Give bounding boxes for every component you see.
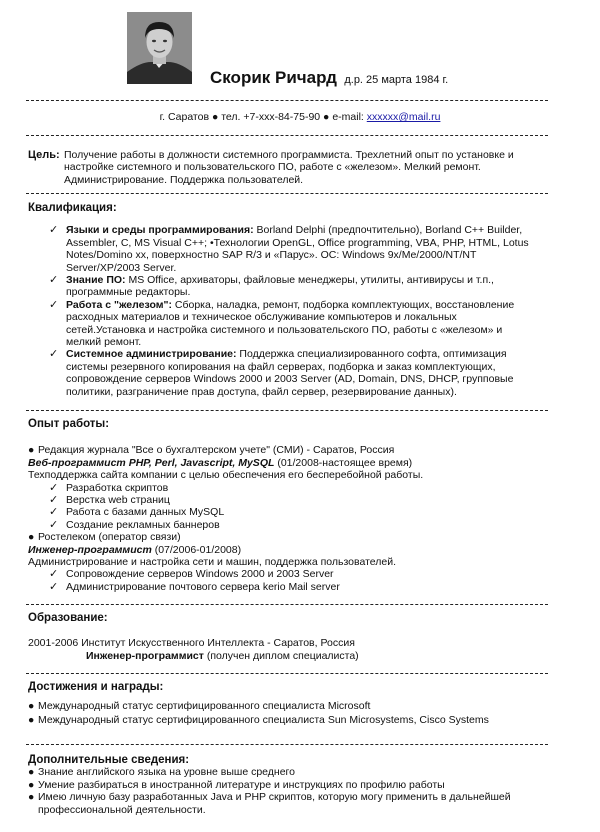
goal-section — [28, 149, 538, 186]
check-icon: ✓ — [49, 518, 59, 531]
job-company-row — [28, 444, 548, 456]
qualification-item — [49, 348, 538, 398]
qualification-item — [49, 274, 538, 299]
qualification-text: Сборка, наладка, ремонт, подборка комплектующих, восстановление расходных материалов и техническое обслуживание компьютеров и локальных сетей.Установка и настройка системного и пользовательского ПО, работы с «железом» и мелкий ремонт. — [66, 298, 515, 349]
goal-text: Получение работы в должности системного программиста. Трехлетний опыт по установке и настройке системного и пользовательского ПО, работе с «железом». Мелкий ремонт. Администрирование. Поддержка пользователей. — [64, 149, 514, 186]
check-icon: ✓ — [49, 298, 59, 311]
qualification-text: Поддержка специализированного софта, оптимизация системы резервного копирования на файл серверах, подборка и заказ комплектующих, сопровождение серверов Windows 2000 и 2003 Server (AD, Domain, DNS, DHCP, групповые политики, разграничение прав доступа, файл сервер, резервирование данных). — [66, 348, 514, 398]
job-task: ✓ Разработка скриптов — [49, 481, 169, 494]
email-link[interactable]: xxxxxx@mail.ru — [366, 111, 441, 123]
qualification-label: Языки и среды программирования: — [66, 224, 254, 237]
contacts-line — [0, 111, 600, 123]
job-position-row — [28, 544, 548, 556]
divider — [26, 604, 548, 605]
job-position-row — [28, 457, 548, 469]
job-company-row — [28, 531, 548, 543]
achievements-list — [28, 700, 548, 726]
check-icon: ✓ — [49, 568, 59, 581]
qualification-section — [28, 202, 538, 398]
qualification-text: MS Office, архиваторы, файловые менеджеры, утилиты, антивирусы и т.п., программные редакторы. — [66, 274, 494, 299]
separator-dot: ● — [323, 111, 330, 123]
job-task: ✓ Сопровождение серверов Windows 2000 и 2003 Server — [49, 568, 334, 581]
qualification-text: Borland Delphi (предпочтительно), Borland C++ Builder, Assembler, C, MS Visual C++; •Технологии OpenGL, Office programming, VBA, PHP, HTML, Lotus Notes/Domino xx, поверхностно SAP R/3 и «Парус». ОС: Windows 9x/Me/2000/NT/NT Server/XP/2003 Server. — [66, 224, 529, 274]
education-section — [28, 612, 548, 662]
job-position: Инженер-программист — [28, 543, 152, 556]
job-period: (01/2008-настоящее время) — [277, 456, 413, 469]
job-position: Веб-программист PHP, Perl, Javascript, MySQL — [28, 456, 275, 469]
education-line: 2001-2006 Институт Искусственного Интеллекта - Саратов, Россия — [28, 637, 355, 650]
divider — [26, 744, 548, 745]
bullet-icon: ● — [28, 778, 35, 791]
experience-section — [28, 418, 548, 593]
job-description: Техподдержка сайта компании с целью обеспечения его бесперебойной работы. — [28, 469, 424, 482]
check-icon: ✓ — [49, 274, 59, 287]
additional-list — [28, 766, 548, 816]
bullet-icon: ● — [28, 444, 35, 457]
divider — [26, 673, 548, 674]
divider — [26, 135, 548, 136]
achievements-heading: Достижения и награды: — [28, 681, 164, 693]
education-degree: Инженер-программист — [86, 649, 204, 662]
additional-heading: Дополнительные сведения: — [28, 754, 190, 766]
job-description: Администрирование и настройка сети и машин, поддержка пользователей. — [28, 556, 397, 569]
job-task-list — [49, 481, 548, 532]
job-task: ✓ Верстка web страниц — [49, 494, 170, 507]
qualification-item — [49, 224, 538, 274]
job-task: ✓ Работа с базами данных MySQL — [49, 506, 225, 519]
bullet-icon: ● — [28, 766, 35, 779]
achievements-section — [28, 681, 548, 726]
job-company: Ростелеком (оператор связи) — [38, 531, 181, 544]
phone: тел. +7-xxx-84-75-90 — [221, 111, 321, 123]
bullet-icon: ● — [28, 791, 35, 804]
goal-heading: Цель: — [28, 149, 60, 161]
separator-dot: ● — [211, 111, 219, 123]
qualification-list — [49, 224, 538, 398]
job-period: (07/2006-01/2008) — [154, 543, 242, 556]
check-icon: ✓ — [49, 348, 59, 361]
job-task: ✓ Создание рекламных баннеров — [49, 518, 220, 531]
bullet-icon: ● — [28, 713, 35, 726]
achievement-item: ● Международный статус сертифицированного специалиста Sun Microsystems, Cisco Systems — [28, 713, 489, 726]
job-task: ✓ Администрирование почтового сервера kerio Mail server — [49, 580, 340, 593]
check-icon: ✓ — [49, 224, 59, 237]
additional-section — [28, 754, 548, 816]
email-label: e-mail: — [332, 111, 364, 123]
check-icon: ✓ — [49, 580, 59, 593]
additional-item: ● Умение разбираться в иностранной литературе и инструкциях по профилю работы — [28, 778, 445, 791]
check-icon: ✓ — [49, 494, 59, 507]
job-entry — [28, 531, 548, 593]
education-heading: Образование: — [28, 612, 108, 624]
job-task-list — [49, 568, 548, 593]
job-entry — [28, 444, 548, 531]
qualification-label: Системное администрирование: — [66, 348, 237, 361]
divider — [26, 193, 548, 194]
divider — [26, 410, 548, 411]
full-name: Скорик Ричард — [210, 68, 337, 87]
job-company: Редакция журнала "Все о бухгалтерском учете" (СМИ) - Саратов, Россия — [38, 444, 395, 457]
qualification-label: Работа с "железом": — [66, 298, 172, 311]
qualification-heading: Квалификация: — [28, 202, 117, 214]
name-line — [210, 68, 448, 88]
bullet-icon: ● — [28, 700, 35, 713]
achievement-item: ● Международный статус сертифицированного специалиста Microsoft — [28, 700, 371, 713]
profile-photo — [127, 12, 192, 84]
city: г. Саратов — [159, 111, 210, 123]
portrait-image — [127, 12, 192, 84]
divider — [26, 100, 548, 101]
additional-item: ● Имею личную базу разработанных Java и PHP скриптов, которую могу применить в дальнейшей профессиональной деятельности. — [28, 791, 511, 816]
qualification-item — [49, 298, 538, 349]
bullet-icon: ● — [28, 531, 35, 544]
additional-item: ● Знание английского языка на уровне выше среднего — [28, 766, 295, 779]
experience-heading: Опыт работы: — [28, 418, 110, 430]
qualification-label: Знание ПО: — [66, 274, 126, 287]
education-degree-row — [28, 650, 548, 662]
check-icon: ✓ — [49, 506, 59, 519]
check-icon: ✓ — [49, 481, 59, 494]
date-of-birth: д.р. 25 марта 1984 г. — [344, 74, 449, 86]
education-note: (получен диплом специалиста) — [206, 649, 359, 662]
